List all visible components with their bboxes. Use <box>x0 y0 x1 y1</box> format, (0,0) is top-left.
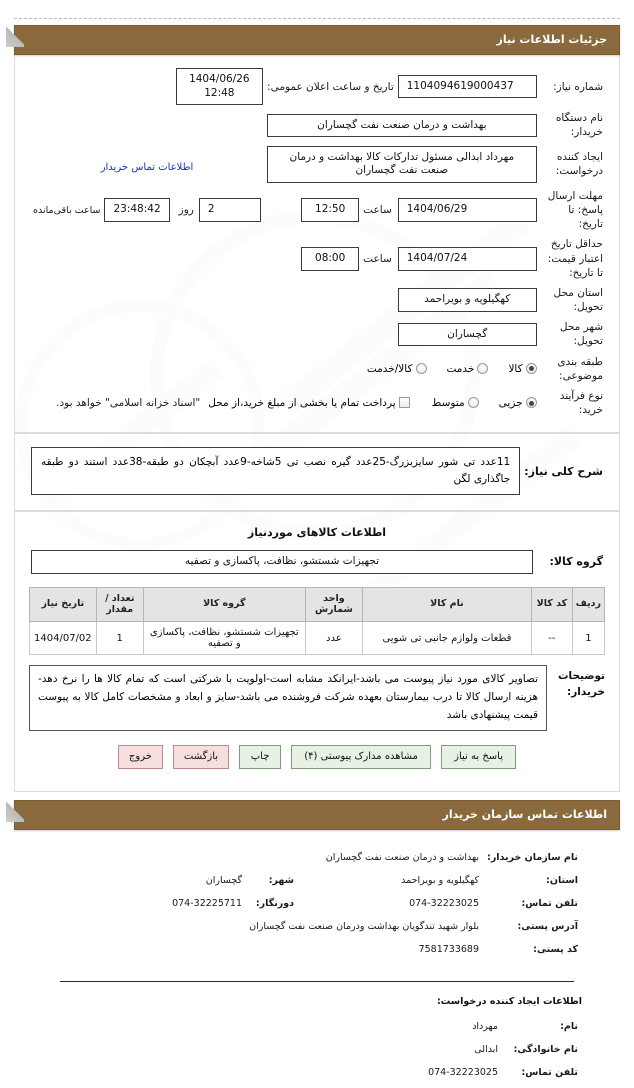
remaining-days-unit: روز <box>178 204 194 217</box>
header-corner-fold <box>6 25 24 47</box>
cell-qty: 1 <box>96 622 143 655</box>
buyer-org-value: بهداشت و درمان صنعت نفت گچساران <box>267 114 537 138</box>
contact-province-value: کهگیلویه و بویراحمد <box>401 874 480 886</box>
cell-unit: عدد <box>305 622 362 655</box>
creator-info-title: اطلاعات ایجاد کننده درخواست: <box>436 995 582 1007</box>
top-dashed-divider <box>14 18 620 19</box>
radio-icon[interactable] <box>477 363 488 374</box>
col-radif: ردیف <box>572 587 604 622</box>
col-name: نام کالا <box>362 587 531 622</box>
contact-phone-value: 074-32223025 <box>409 897 480 909</box>
category-option-0[interactable] <box>508 363 536 375</box>
contact-city-value: گچساران <box>205 874 243 886</box>
goods-group-value: تجهیزات شستشو، نظافت، پاکسازی و تصفیه <box>31 550 533 574</box>
row-category <box>29 352 605 386</box>
province-value: کهگیلویه و بویراحمد <box>398 288 537 312</box>
col-unit: واحد شمارش <box>305 587 362 622</box>
row-buyer-org <box>29 108 605 142</box>
contact-address-value: بلوار شهید تندگویان بهداشت ودرمان صنعت نفت گچساران <box>249 920 480 932</box>
city-label: شهر محل تحویل: <box>559 321 603 348</box>
cell-name: قطعات ولوازم جانبی تی شویی <box>362 622 531 655</box>
contact-province-label: استان: <box>546 874 578 886</box>
buyer-contact-link[interactable]: اطلاعات تماس خریدار <box>100 161 194 173</box>
remaining-days-value: 2 <box>199 198 261 222</box>
col-qty: تعداد / مقدار <box>96 587 143 622</box>
creator-info-block <box>12 1011 622 1088</box>
remaining-time-label: ساعت باقی‌مانده <box>33 204 101 216</box>
row-creator-phone <box>52 1061 582 1084</box>
buyer-notes-value: تصاویر کالای مورد نیاز پیوست می باشد-ایرانکد مشابه است-اولویت با شرکتی است که تمام کالا ها را نرخ دهد- هزینه ارسال کالا تا درب بیمارستان بعهده شرکت فروشنده می باشد-سایز و ابعاد و مشخصات کامل کالا به پیوست قیمت پیشنهادی باشد <box>29 665 547 731</box>
col-code: کد کالا <box>531 587 572 622</box>
contact-header-corner-fold <box>6 800 24 822</box>
contact-postal-label: کد پستی: <box>533 943 578 955</box>
creator-first-name-value: مهرداد <box>472 1020 498 1032</box>
need-details-header <box>12 25 622 55</box>
description-label: شرح کلی نیاز: <box>524 464 603 478</box>
row-need-number <box>29 65 605 108</box>
row-contact-location <box>52 869 582 892</box>
need-number-value: 1104094619000437 <box>398 75 537 99</box>
goods-table-header-row <box>30 587 605 622</box>
contact-address-label: آدرس پستی: <box>517 920 578 932</box>
buyer-notes <box>29 665 605 731</box>
row-creator-last-name <box>52 1038 582 1061</box>
row-contact-phone <box>52 892 582 915</box>
radio-icon[interactable] <box>416 363 427 374</box>
deadline-date-value: 1404/06/29 <box>398 198 537 222</box>
contact-org-value: بهداشت و درمان صنعت نفت گچساران <box>325 851 480 863</box>
creator-first-name-label: نام: <box>560 1020 578 1032</box>
goods-panel <box>14 511 620 792</box>
deadline-label: مهلت ارسال پاسخ: تا تاریخ: <box>547 189 603 231</box>
buyer-contact-table <box>52 846 582 961</box>
validity-hour-label: ساعت <box>363 252 392 265</box>
goods-table <box>29 587 605 656</box>
deadline-hour-label: ساعت <box>363 204 392 217</box>
process-option-1[interactable] <box>432 397 479 409</box>
action-button-row <box>29 731 605 779</box>
need-details-panel <box>14 55 620 433</box>
need-details-form <box>29 65 605 420</box>
radio-icon[interactable] <box>468 397 479 408</box>
description-table <box>29 444 605 498</box>
checkbox-icon[interactable] <box>399 397 410 408</box>
creator-phone-value: 074-32223025 <box>428 1066 498 1078</box>
buyer-notes-label: توضیحات خریدار: <box>557 670 605 699</box>
respond-to-need-button[interactable]: پاسخ به نیاز <box>441 745 516 769</box>
need-number-label: شماره نیاز: <box>553 80 603 93</box>
description-value: 11عدد تی شور سایزبزرگ-25عدد گیره نصب تی 5شاخه-9عدد آبچکان دو طبقه-38عدد استند دو طبقه جاگذاری لگن <box>31 447 520 495</box>
row-validity <box>29 234 605 283</box>
row-contact-org <box>52 846 582 869</box>
row-deadline <box>29 186 605 235</box>
buyer-org-label: نام دستگاه خریدار: <box>555 112 603 139</box>
validity-time-value: 08:00 <box>301 247 359 271</box>
contact-city-label: شهر: <box>268 874 295 886</box>
back-button[interactable]: بازگشت <box>173 745 229 769</box>
remaining-time-value: 23:48:42 <box>104 198 169 222</box>
creator-phone-label: تلفن تماس: <box>521 1066 578 1078</box>
contact-postal-value: 7581733689 <box>418 943 480 955</box>
process-label: نوع فرآیند خرید: <box>559 389 603 417</box>
category-option-0-label: کالا <box>508 362 523 375</box>
category-option-2-label: کالا/خدمت <box>366 362 413 375</box>
category-option-2[interactable] <box>367 363 427 375</box>
col-group: گروه کالا <box>143 587 305 622</box>
process-option-0-label: جزیی <box>498 397 523 410</box>
announce-label: تاریخ و ساعت اعلان عمومی: <box>267 80 394 93</box>
row-creator-first-name <box>52 1015 582 1038</box>
category-option-1[interactable] <box>447 363 489 375</box>
process-option-1-label: متوسط <box>431 397 465 410</box>
buyer-contact-header-title: اطلاعات تماس سازمان خریدار <box>14 800 620 830</box>
contact-phone-label: تلفن تماس: <box>521 897 578 909</box>
creator-label: ایجاد کننده درخواست: <box>555 151 603 178</box>
category-option-1-label: خدمت <box>446 362 475 375</box>
print-button[interactable]: چاپ <box>239 745 281 769</box>
process-option-0[interactable] <box>499 397 537 409</box>
contact-fax-value: 074-32225711 <box>172 897 243 909</box>
creator-last-name-label: نام خانوادگی: <box>513 1043 578 1055</box>
row-creator <box>29 143 605 186</box>
exit-button[interactable]: خروج <box>118 745 163 769</box>
goods-section-title: اطلاعات کالاهای موردنیاز <box>247 525 387 539</box>
row-process <box>29 386 605 420</box>
process-options <box>31 397 537 409</box>
cell-code: -- <box>531 622 572 655</box>
treasury-note: "اسناد خزانه اسلامی" خواهد بود. <box>56 397 201 410</box>
radio-icon[interactable] <box>526 397 537 408</box>
row-contact-postal <box>52 938 582 961</box>
description-panel <box>14 433 620 511</box>
validity-label: حداقل تاریخ اعتبار قیمت: تا تاریخ: <box>547 238 603 279</box>
view-attachments-button[interactable]: مشاهده مدارک پیوستی (۴) <box>291 745 431 769</box>
category-label: طبقه بندی موضوعی: <box>557 355 603 382</box>
category-options <box>31 363 537 375</box>
col-date: تاریخ نیاز <box>30 587 97 622</box>
row-city <box>29 317 605 351</box>
deadline-time-value: 12:50 <box>301 198 359 222</box>
buyer-contact-block <box>12 830 622 965</box>
goods-group-label: گروه کالا: <box>549 555 603 569</box>
contact-org-label: نام سازمان خریدار: <box>487 851 578 863</box>
row-goods-group <box>29 547 605 577</box>
cell-group: تجهیزات شستشو، نظافت، پاکسازی و تصفیه <box>143 622 305 655</box>
section-divider-line <box>60 981 574 982</box>
creator-last-name-value: ابدالی <box>474 1043 498 1055</box>
need-details-header-title: جزئیات اطلاعات نیاز <box>14 25 620 55</box>
treasury-checkbox-group[interactable] <box>208 397 409 409</box>
table-row <box>30 622 605 655</box>
row-contact-address <box>52 915 582 938</box>
goods-group-table <box>29 547 605 577</box>
announce-value: 1404/06/26 12:48 <box>176 68 263 105</box>
treasury-checkbox-label: پرداخت تمام یا بخشی از مبلغ خرید،از محل <box>208 397 396 410</box>
row-province <box>29 283 605 317</box>
radio-icon[interactable] <box>526 363 537 374</box>
creator-info-table <box>52 1015 582 1084</box>
buyer-contact-header <box>12 800 622 830</box>
cell-radif: 1 <box>572 622 604 655</box>
province-label: استان محل تحویل: <box>553 286 603 314</box>
contact-fax-label: دورنگار: <box>255 897 295 909</box>
cell-date: 1404/07/02 <box>30 622 97 655</box>
row-description <box>29 444 605 498</box>
city-value: گچساران <box>398 323 537 347</box>
creator-value: مهرداد ابدالی مسئول تدارکات کالا بهداشت و درمان صنعت نفت گچساران <box>267 146 537 183</box>
validity-date-value: 1404/07/24 <box>398 247 537 271</box>
